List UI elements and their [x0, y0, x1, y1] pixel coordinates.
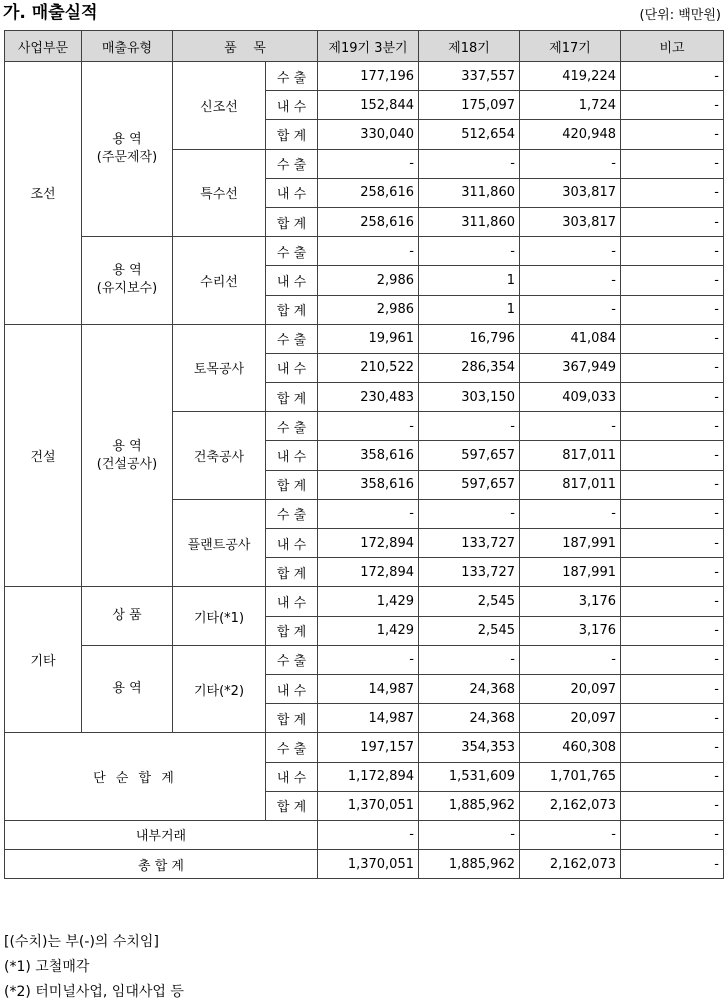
value-cell: -: [318, 149, 419, 178]
value-cell: -: [621, 91, 724, 120]
value-cell: 460,308: [520, 733, 621, 762]
value-cell: 2,986: [318, 266, 419, 295]
sales-type-line: (주문제작): [96, 150, 158, 166]
table-row: [5, 587, 724, 616]
internal-transactions-label: 내부거래: [5, 820, 318, 849]
value-cell: -: [520, 499, 621, 528]
sales-type-line: 용 역: [112, 681, 142, 697]
segment-shipbuilding: 조선: [5, 62, 82, 325]
table-row: [5, 820, 724, 849]
value-cell: 597,657: [419, 441, 520, 470]
value-cell: -: [621, 616, 724, 645]
value-cell: 512,654: [419, 120, 520, 149]
value-cell: 1,172,894: [318, 762, 419, 791]
item-plant: 플랜트공사: [173, 499, 266, 587]
item-etc1: 기타(*1): [173, 587, 266, 645]
value-cell: 1,429: [318, 616, 419, 645]
value-cell: 210,522: [318, 353, 419, 382]
row-label-export: 수 출: [266, 499, 318, 528]
value-cell: -: [419, 645, 520, 674]
value-cell: 258,616: [318, 178, 419, 207]
table-row: [5, 645, 724, 674]
row-label-domestic: 내 수: [266, 529, 318, 558]
value-cell: -: [419, 237, 520, 266]
value-cell: -: [318, 645, 419, 674]
sales-type-line: 상 품: [112, 608, 142, 624]
unit-label: (단위: 백만원): [639, 8, 721, 23]
value-cell: -: [520, 645, 621, 674]
value-cell: -: [419, 149, 520, 178]
row-label-export: 수 출: [266, 237, 318, 266]
header-period-17: 제17기: [520, 31, 621, 62]
value-cell: 187,991: [520, 558, 621, 587]
segment-other: 기타: [5, 587, 82, 733]
value-cell: -: [621, 62, 724, 91]
item-etc2: 기타(*2): [173, 645, 266, 733]
row-label-total: 합 계: [266, 791, 318, 820]
value-cell: 354,353: [419, 733, 520, 762]
value-cell: 1,531,609: [419, 762, 520, 791]
value-cell: 1,724: [520, 91, 621, 120]
table-row: [5, 733, 724, 762]
value-cell: 303,150: [419, 383, 520, 412]
row-label-export: 수 출: [266, 733, 318, 762]
sales-type-line: 용 역: [112, 438, 142, 454]
footnotes: [4, 930, 184, 1005]
row-label-domestic: 내 수: [266, 587, 318, 616]
sales-type: [82, 62, 173, 237]
item-special: 특수선: [173, 149, 266, 237]
value-cell: -: [621, 178, 724, 207]
value-cell: -: [621, 207, 724, 236]
row-label-total: 합 계: [266, 616, 318, 645]
value-cell: -: [520, 295, 621, 324]
row-label-total: 합 계: [266, 295, 318, 324]
segment-construction: 건설: [5, 324, 82, 587]
sales-performance-table: [4, 30, 724, 879]
header-period-18: 제18기: [419, 31, 520, 62]
sales-type-line: 용 역: [112, 132, 142, 148]
value-cell: 286,354: [419, 353, 520, 382]
value-cell: 187,991: [520, 529, 621, 558]
sales-type-line: (건설공사): [96, 456, 158, 472]
value-cell: -: [621, 820, 724, 849]
row-label-domestic: 내 수: [266, 353, 318, 382]
table-row: [5, 237, 724, 266]
table-row: [5, 850, 724, 879]
value-cell: 19,961: [318, 324, 419, 353]
table-header-row: [5, 31, 724, 62]
row-label-export: 수 출: [266, 149, 318, 178]
row-label-export: 수 출: [266, 645, 318, 674]
row-label-export: 수 출: [266, 324, 318, 353]
value-cell: 152,844: [318, 91, 419, 120]
value-cell: -: [520, 149, 621, 178]
value-cell: 175,097: [419, 91, 520, 120]
sales-type: [82, 324, 173, 587]
value-cell: 172,894: [318, 529, 419, 558]
value-cell: -: [419, 412, 520, 441]
row-label-total: 합 계: [266, 704, 318, 733]
value-cell: -: [318, 412, 419, 441]
value-cell: -: [621, 587, 724, 616]
section-title: 가. 매출실적: [3, 3, 98, 23]
value-cell: 14,987: [318, 674, 419, 703]
value-cell: 358,616: [318, 441, 419, 470]
header-remarks: 비고: [621, 31, 724, 62]
value-cell: 2,986: [318, 295, 419, 324]
value-cell: -: [318, 237, 419, 266]
header-segment: 사업부문: [5, 31, 82, 62]
value-cell: 597,657: [419, 470, 520, 499]
value-cell: 3,176: [520, 616, 621, 645]
value-cell: 1,885,962: [419, 791, 520, 820]
row-label-total: 합 계: [266, 558, 318, 587]
item-building: 건축공사: [173, 412, 266, 500]
value-cell: -: [621, 733, 724, 762]
grand-total-label: 총 합 계: [5, 850, 318, 879]
value-cell: 14,987: [318, 704, 419, 733]
value-cell: -: [621, 704, 724, 733]
value-cell: 24,368: [419, 704, 520, 733]
value-cell: 197,157: [318, 733, 419, 762]
value-cell: -: [621, 850, 724, 879]
row-label-domestic: 내 수: [266, 441, 318, 470]
value-cell: 367,949: [520, 353, 621, 382]
value-cell: 2,162,073: [520, 850, 621, 879]
item-newship: 신조선: [173, 62, 266, 150]
value-cell: 420,948: [520, 120, 621, 149]
sales-type: [82, 587, 173, 645]
value-cell: 311,860: [419, 178, 520, 207]
value-cell: -: [621, 295, 724, 324]
value-cell: -: [621, 470, 724, 499]
header-item: 품 목: [173, 31, 318, 62]
row-label-export: 수 출: [266, 412, 318, 441]
value-cell: -: [621, 383, 724, 412]
value-cell: -: [621, 149, 724, 178]
value-cell: -: [621, 674, 724, 703]
row-label-total: 합 계: [266, 470, 318, 499]
value-cell: -: [520, 412, 621, 441]
value-cell: 330,040: [318, 120, 419, 149]
value-cell: 303,817: [520, 178, 621, 207]
row-label-total: 합 계: [266, 120, 318, 149]
value-cell: -: [621, 324, 724, 353]
value-cell: 1,885,962: [419, 850, 520, 879]
value-cell: -: [621, 558, 724, 587]
value-cell: 172,894: [318, 558, 419, 587]
value-cell: 1,429: [318, 587, 419, 616]
value-cell: -: [520, 237, 621, 266]
value-cell: -: [621, 499, 724, 528]
footnote-negative: [(수치)는 부(-)의 수치임]: [4, 934, 159, 950]
value-cell: -: [318, 820, 419, 849]
row-label-total: 합 계: [266, 207, 318, 236]
value-cell: -: [621, 120, 724, 149]
value-cell: -: [520, 266, 621, 295]
value-cell: 133,727: [419, 558, 520, 587]
value-cell: 20,097: [520, 674, 621, 703]
row-label-domestic: 내 수: [266, 762, 318, 791]
row-label-domestic: 내 수: [266, 91, 318, 120]
value-cell: 41,084: [520, 324, 621, 353]
value-cell: 258,616: [318, 207, 419, 236]
row-label-total: 합 계: [266, 383, 318, 412]
value-cell: -: [621, 529, 724, 558]
value-cell: 1: [419, 295, 520, 324]
value-cell: 20,097: [520, 704, 621, 733]
value-cell: 2,545: [419, 587, 520, 616]
value-cell: 311,860: [419, 207, 520, 236]
value-cell: 1: [419, 266, 520, 295]
item-repair: 수리선: [173, 237, 266, 325]
value-cell: 1,370,051: [318, 791, 419, 820]
table-row: [5, 324, 724, 353]
value-cell: -: [621, 762, 724, 791]
row-label-domestic: 내 수: [266, 266, 318, 295]
value-cell: -: [621, 441, 724, 470]
value-cell: 2,162,073: [520, 791, 621, 820]
value-cell: 419,224: [520, 62, 621, 91]
value-cell: 177,196: [318, 62, 419, 91]
sales-type-line: (유지보수): [96, 281, 158, 297]
value-cell: 1,701,765: [520, 762, 621, 791]
value-cell: -: [621, 353, 724, 382]
value-cell: 409,033: [520, 383, 621, 412]
value-cell: -: [520, 820, 621, 849]
simple-total-label: 단 순 합 계: [5, 733, 266, 821]
value-cell: 3,176: [520, 587, 621, 616]
value-cell: -: [419, 820, 520, 849]
footnote-1: (*1) 고철매각: [4, 959, 90, 975]
value-cell: -: [621, 237, 724, 266]
row-label-export: 수 출: [266, 62, 318, 91]
row-label-domestic: 내 수: [266, 674, 318, 703]
footnote-2: (*2) 터미널사업, 임대사업 등: [4, 984, 184, 1000]
header-sales-type: 매출유형: [82, 31, 173, 62]
row-label-domestic: 내 수: [266, 178, 318, 207]
value-cell: -: [621, 645, 724, 674]
value-cell: 337,557: [419, 62, 520, 91]
value-cell: 817,011: [520, 441, 621, 470]
value-cell: 2,545: [419, 616, 520, 645]
value-cell: -: [318, 499, 419, 528]
value-cell: 358,616: [318, 470, 419, 499]
header-period-19q3: 제19기 3분기: [318, 31, 419, 62]
sales-type-line: 용 역: [112, 263, 142, 279]
value-cell: 303,817: [520, 207, 621, 236]
value-cell: 1,370,051: [318, 850, 419, 879]
value-cell: 24,368: [419, 674, 520, 703]
value-cell: -: [621, 266, 724, 295]
value-cell: -: [621, 791, 724, 820]
value-cell: 16,796: [419, 324, 520, 353]
value-cell: -: [621, 412, 724, 441]
value-cell: -: [419, 499, 520, 528]
sales-type: [82, 237, 173, 325]
sales-type: [82, 645, 173, 733]
value-cell: 230,483: [318, 383, 419, 412]
value-cell: 133,727: [419, 529, 520, 558]
table-row: [5, 62, 724, 91]
value-cell: 817,011: [520, 470, 621, 499]
item-civil: 토목공사: [173, 324, 266, 412]
